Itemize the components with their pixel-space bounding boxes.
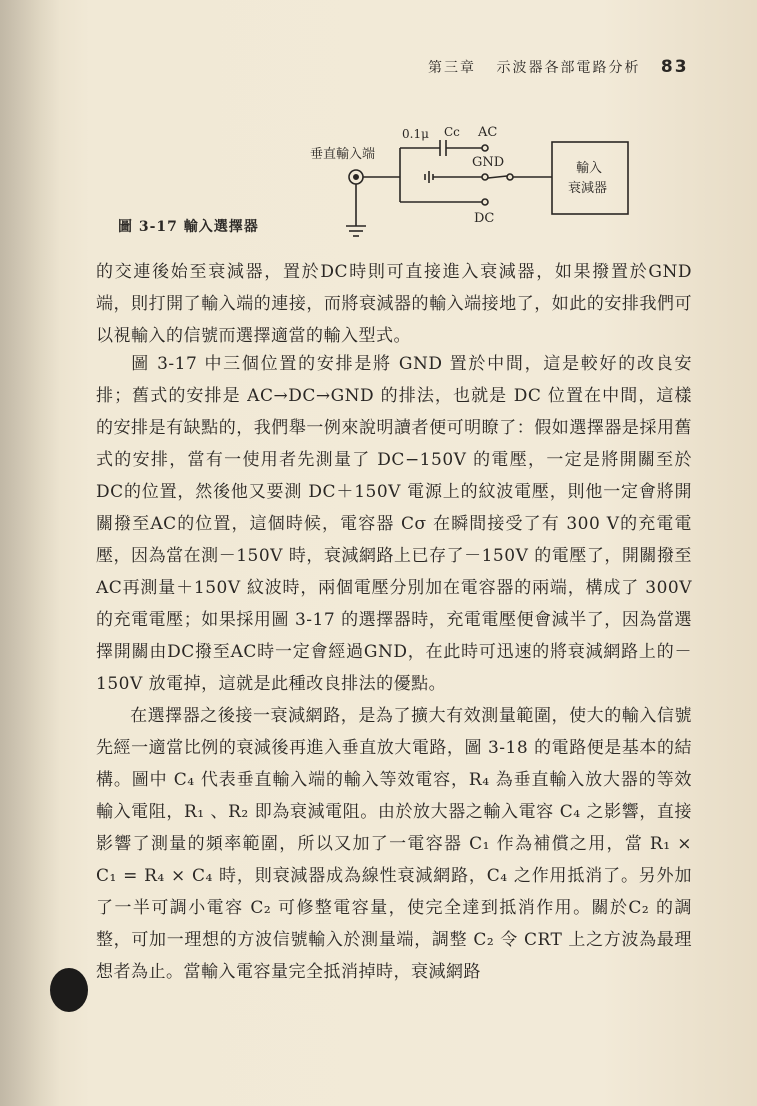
cc-label: Cc [444,125,460,139]
attenuator-label-line1: 輸入 [576,161,603,176]
capacitor-value-label: 0.1μ [402,127,429,141]
chapter-label: 第三章 [428,60,476,76]
dc-label: DC [474,211,495,226]
gnd-label: GND [472,155,505,170]
page-number: 83 [660,57,689,77]
attenuator-box [552,142,628,214]
chapter-title: 示波器各部電路分析 [496,60,641,76]
running-header [428,57,689,77]
paragraph-2 [96,348,692,700]
paragraph-2-text: 圖 3-17 中三個位置的安排是將 GND 置於中間，這是較好的改良安排；舊式的安排是 AC→DC→GND 的排法，也就是 DC 位置在中間，這樣的安排是有缺點的，我們舉一例來說明讀者便可明瞭了：假如選擇器是採用舊式的安排，當有一使用者先測量了 DC−150V 的電壓，一定是將開關至於DC的位置，然後他又要測 DC＋150V 電源上的紋波電壓，則他一定會將開關撥至AC的位置，這個時候，電容器 Cσ 在瞬間接受了有 300 V的充電電壓，因為當在測－150V 時，衰減網路上已存了－150V 的電壓了，開關撥至AC再測量＋150V 紋波時，兩個電壓分別加在電容器的兩端，構成了 300V 的充電電壓；如果採用圖 3-17 的選擇器時，充電電壓便會減半了，因為當選擇開關由DC撥至AC時一定會經過GND，在此時可迅速的將衰減網路上的－150V 放電掉，這就是此種改良排法的優點。 [96,354,692,694]
paragraph-3 [96,700,692,988]
figure-caption: 圖 3-17 輸入選擇器 [118,219,259,235]
ac-label: AC [478,125,498,140]
binding-shadow [0,0,60,1106]
attenuator-label-line2: 衰減器 [568,181,608,196]
input-terminal-label: 垂直輸入端 [310,147,376,162]
switch-arm [488,176,507,178]
punch-hole [50,968,88,1012]
paragraph-1: 的交連後始至衰減器，置於DC時則可直接進入衰減器，如果撥置於GND端，則打開了輸入端的連接，而將衰減器的輸入端接地了，如此的安排我們可以視輸入的信號而選擇適當的輸入型式。 [96,262,692,346]
input-selector-circuit [310,118,640,248]
paragraph-3-text: 在選擇器之後接一衰減網路，是為了擴大有效測量範圍，使大的輸入信號先經一適當比例的衰減後再進入垂直放大電路，圖 3-18 的電路便是基本的結構。圖中 C₄ 代表垂直輸入端的輸入等效電容，R₄ 為垂直輸入放大器的等效輸入電阻，R₁ 、R₂ 即為衰減電阻。由於放大器之輸入電容 C₄ 之影響，直接影響了測量的頻率範圍，所以又加了一電容器 C₁ 作為補償之用，當 R₁ × C₁ = R₄ × C₄ 時，則衰減器成為線性衰減網路，C₄ 之作用抵消了。另外加了一半可調小電容 C₂ 可修整電容量，使完全達到抵消作用。關於C₂ 的調整，可加一理想的方波信號輸入於測量端，調整 C₂ 令 CRT 上之方波為最理想者為止。當輸入電容量完全抵消掉時，衰減網路 [96,706,692,982]
